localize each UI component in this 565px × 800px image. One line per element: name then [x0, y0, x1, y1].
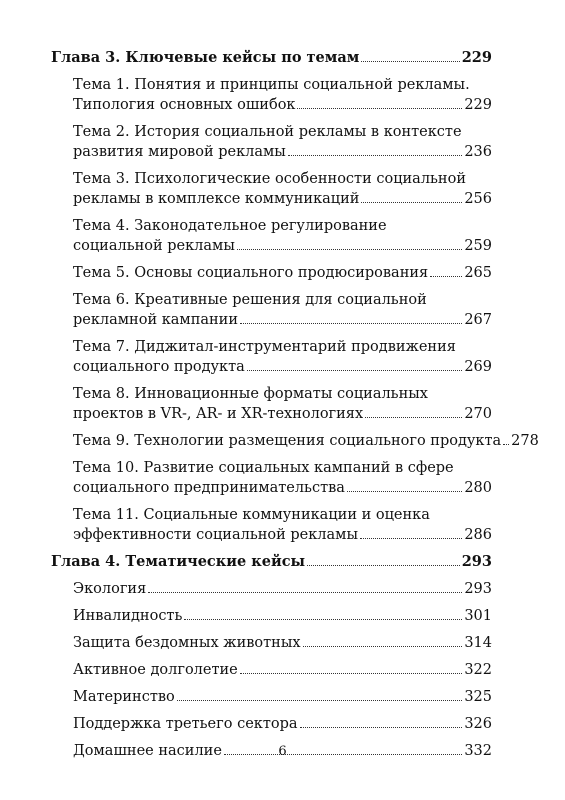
toc-page-number: 301	[464, 608, 492, 624]
toc-entry-line	[73, 142, 492, 162]
dot-leader	[361, 61, 459, 62]
toc-entry-title: Защита бездомных животных	[73, 635, 301, 651]
toc-entry-title: социального предпринимательства	[73, 480, 345, 496]
toc-page-number: 326	[464, 716, 492, 732]
toc-entry-title: Тема 2. История социальной рекламы в контексте	[73, 124, 462, 140]
toc-page-number: 256	[464, 191, 492, 207]
page-number: 6	[278, 744, 287, 759]
toc-entry-line	[73, 505, 492, 525]
toc-entry-title: Тема 1. Понятия и принципы социальной рекламы.	[73, 77, 470, 93]
toc-page-number: 278	[511, 433, 539, 449]
toc-entry-title: Экология	[73, 581, 147, 597]
dot-leader	[240, 323, 462, 324]
toc-entry-line	[51, 48, 492, 68]
toc-entry-title: Тема 9. Технологии размещения социального продукта	[73, 433, 502, 449]
toc-entry-line	[73, 660, 492, 680]
toc-entry-line	[73, 95, 492, 115]
toc-entry-title: эффективности социальной рекламы	[73, 527, 358, 543]
dot-leader	[347, 491, 462, 492]
toc-entry-title: Глава 3. Ключевые кейсы по темам	[51, 49, 360, 66]
dot-leader	[430, 276, 462, 277]
toc-entry-title: Глава 4. Тематические кейсы	[51, 553, 306, 570]
toc-chapter-entry	[51, 552, 492, 572]
toc-topic-entry	[51, 384, 492, 424]
toc-entry-title: Инвалидность	[73, 608, 183, 624]
toc-entry-line	[73, 122, 492, 142]
toc-entry-title: Домашнее насилие	[73, 743, 222, 759]
table-of-contents	[51, 48, 539, 768]
toc-page-number: 314	[464, 635, 492, 651]
toc-entry-line	[73, 263, 492, 283]
toc-page-number: 267	[464, 312, 492, 328]
toc-entry-title: Типология основных ошибок	[73, 97, 296, 113]
dot-leader	[360, 538, 462, 539]
toc-entry-line	[73, 290, 492, 310]
toc-topic-entry	[51, 216, 492, 256]
dot-leader	[240, 673, 463, 674]
toc-entry-title: Тема 8. Инновационные форматы социальных	[73, 386, 428, 402]
toc-topic-entry	[51, 290, 492, 330]
toc-page-number: 325	[464, 689, 492, 705]
dot-leader	[307, 565, 460, 566]
toc-page-number: 265	[464, 265, 492, 281]
dot-leader	[148, 592, 462, 593]
toc-entry-title: социальной рекламы	[73, 238, 235, 254]
toc-entry-line	[73, 337, 492, 357]
toc-entry-title: Активное долголетие	[73, 662, 238, 678]
toc-topic-entry	[51, 169, 492, 209]
toc-entry-line	[73, 310, 492, 330]
toc-entry-line	[73, 75, 492, 95]
dot-leader	[303, 646, 463, 647]
toc-topic-entry	[51, 122, 492, 162]
dot-leader	[297, 108, 462, 109]
toc-entry-title: Поддержка третьего сектора	[73, 716, 298, 732]
dot-leader	[184, 619, 462, 620]
toc-topic-entry	[51, 606, 492, 626]
toc-topic-entry	[51, 579, 492, 599]
toc-entry-title: развития мировой рекламы	[73, 144, 286, 160]
toc-entry-line	[73, 525, 492, 545]
toc-page-number: 322	[464, 662, 492, 678]
toc-entry-line	[73, 687, 492, 707]
toc-entry-title: Тема 11. Социальные коммуникации и оценка	[73, 507, 430, 523]
toc-topic-entry	[51, 633, 492, 653]
toc-topic-entry	[51, 431, 539, 451]
toc-entry-title: Материнство	[73, 689, 175, 705]
toc-entry-line	[73, 357, 492, 377]
toc-entry-line	[51, 552, 492, 572]
toc-topic-entry	[51, 660, 492, 680]
toc-entry-line	[73, 478, 492, 498]
toc-entry-title: Тема 4. Законодательное регулирование	[73, 218, 387, 234]
toc-entry-title: Тема 3. Психологические особенности социальной	[73, 171, 466, 187]
toc-topic-entry	[51, 458, 492, 498]
toc-entry-line	[73, 714, 492, 734]
toc-chapter-entry	[51, 48, 492, 68]
toc-topic-entry	[51, 687, 492, 707]
dot-leader	[247, 370, 463, 371]
dot-leader	[237, 249, 462, 250]
toc-entry-title: проектов в VR-, AR- и XR-технологиях	[73, 406, 364, 422]
toc-entry-line	[73, 404, 492, 424]
toc-page-number: 236	[464, 144, 492, 160]
dot-leader	[288, 155, 462, 156]
toc-page-number: 286	[464, 527, 492, 543]
toc-page-number: 280	[464, 480, 492, 496]
dot-leader	[365, 417, 462, 418]
toc-topic-entry	[51, 714, 492, 734]
toc-entry-title: социального продукта	[73, 359, 245, 375]
toc-page-number: 269	[464, 359, 492, 375]
toc-page-number: 270	[464, 406, 492, 422]
toc-entry-line	[73, 431, 539, 451]
dot-leader	[503, 444, 509, 445]
toc-entry-title: Тема 5. Основы социального продюсирования	[73, 265, 429, 281]
toc-entry-line	[73, 189, 492, 209]
toc-entry-title: Тема 7. Диджитал-инструментарий продвижения	[73, 339, 456, 355]
toc-page-number: 293	[461, 553, 492, 570]
toc-page-number: 259	[464, 238, 492, 254]
toc-entry-line	[73, 384, 492, 404]
toc-topic-entry	[51, 337, 492, 377]
toc-page-number: 293	[464, 581, 492, 597]
toc-entry-title: Тема 6. Креативные решения для социальной	[73, 292, 427, 308]
toc-entry-title: рекламы в комплексе коммуникаций	[73, 191, 360, 207]
toc-topic-entry	[51, 263, 492, 283]
toc-page-number: 229	[464, 97, 492, 113]
toc-page-number: 229	[461, 49, 492, 66]
toc-entry-line	[73, 236, 492, 256]
toc-entry-title: Тема 10. Развитие социальных кампаний в сфере	[73, 460, 454, 476]
dot-leader	[300, 727, 463, 728]
toc-entry-line	[73, 579, 492, 599]
toc-entry-title: рекламной кампании	[73, 312, 239, 328]
toc-topic-entry	[51, 505, 492, 545]
dot-leader	[177, 700, 463, 701]
toc-entry-line	[73, 606, 492, 626]
dot-leader	[361, 202, 462, 203]
toc-topic-entry	[51, 75, 492, 115]
toc-entry-line	[73, 169, 492, 189]
toc-entry-line	[73, 633, 492, 653]
toc-entry-line	[73, 458, 492, 478]
toc-page-number: 332	[464, 743, 492, 759]
toc-entry-line	[73, 216, 492, 236]
